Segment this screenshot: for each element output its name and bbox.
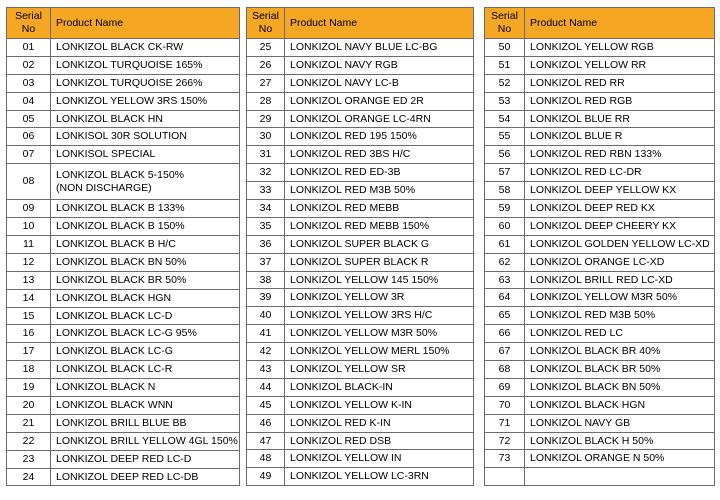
product-name-cell: LONKIZOL YELLOW 3R — [285, 289, 474, 307]
serial-number-cell: 07 — [7, 146, 51, 164]
product-name-cell: LONKIZOL YELLOW M3R 50% — [285, 325, 474, 343]
table-row — [247, 164, 474, 182]
serial-number-cell: 30 — [247, 128, 285, 146]
table-row — [485, 450, 715, 468]
table-row — [485, 361, 715, 379]
serial-number-cell: 59 — [485, 200, 525, 218]
product-name-header: Product Name — [525, 8, 715, 39]
table-row — [7, 414, 240, 432]
product-name-cell: LONKIZOL BLACK LC-D — [51, 307, 240, 325]
serial-number-cell: 19 — [7, 379, 51, 397]
product-name-cell: LONKIZOL NAVY RGB — [285, 56, 474, 74]
serial-number-cell: 56 — [485, 146, 525, 164]
serial-number-cell: 27 — [247, 74, 285, 92]
table-row — [247, 200, 474, 218]
product-name-cell: LONKIZOL ORANGE ED 2R — [285, 92, 474, 110]
serial-number-cell: 52 — [485, 74, 525, 92]
table-row — [485, 432, 715, 450]
table-row — [247, 468, 474, 486]
product-name-cell: LONKIZOL YELLOW K-IN — [285, 396, 474, 414]
serial-number-cell: 24 — [7, 468, 51, 486]
table-row — [7, 468, 240, 486]
serial-number-cell: 65 — [485, 307, 525, 325]
table-row — [7, 361, 240, 379]
product-name-cell: LONKIZOL BLACK BN 50% — [525, 378, 715, 396]
table-row — [485, 56, 715, 74]
serial-number-cell: 41 — [247, 325, 285, 343]
serial-number-cell: 69 — [485, 378, 525, 396]
table-row — [7, 432, 240, 450]
product-name-cell: LONKIZOL BLACK B 133% — [51, 200, 240, 218]
serial-number-cell: 53 — [485, 92, 525, 110]
product-name-cell: LONKIZOL BLACK BR 50% — [525, 361, 715, 379]
serial-number-cell: 28 — [247, 92, 285, 110]
serial-number-cell: 37 — [247, 253, 285, 271]
serial-number-cell: 42 — [247, 343, 285, 361]
serial-number-cell: 67 — [485, 343, 525, 361]
serial-number-cell: 63 — [485, 271, 525, 289]
table-row — [7, 289, 240, 307]
table-row — [7, 450, 240, 468]
table-row — [7, 128, 240, 146]
table-row — [247, 235, 474, 253]
product-name-cell: LONKIZOL RED MEBB — [285, 200, 474, 218]
table-row — [7, 253, 240, 271]
product-name-cell: LONKIZOL YELLOW IN — [285, 450, 474, 468]
serial-number-cell: 45 — [247, 396, 285, 414]
table-row — [247, 289, 474, 307]
serial-number-cell: 58 — [485, 182, 525, 200]
serial-number-cell: 39 — [247, 289, 285, 307]
product-name-cell: LONKIZOL TURQUOISE 266% — [51, 74, 240, 92]
product-name-cell: LONKIZOL BRILL RED LC-XD — [525, 271, 715, 289]
table-row — [247, 217, 474, 235]
table-row — [485, 146, 715, 164]
product-name-cell: LONKIZOL BLUE R — [525, 128, 715, 146]
serial-number-cell: 66 — [485, 325, 525, 343]
product-name-cell: LONKIZOL YELLOW 3RS H/C — [285, 307, 474, 325]
product-name-cell: LONKIZOL SUPER BLACK G — [285, 235, 474, 253]
table-row — [7, 56, 240, 74]
table-row — [7, 92, 240, 110]
table-row — [7, 397, 240, 415]
product-name-cell: LONKIZOL BLACK HGN — [51, 289, 240, 307]
product-name-cell: LONKIZOL DEEP CHEERY KX — [525, 217, 715, 235]
serial-number-cell: 22 — [7, 432, 51, 450]
serial-number-cell: 16 — [7, 325, 51, 343]
table-header-row — [247, 8, 474, 39]
product-name-cell: LONKIZOL SUPER BLACK R — [285, 253, 474, 271]
table-row — [247, 361, 474, 379]
table-row — [485, 217, 715, 235]
serial-number-cell: 48 — [247, 450, 285, 468]
table-header-row — [485, 8, 715, 39]
serial-number-cell: 40 — [247, 307, 285, 325]
serial-number-cell: 68 — [485, 361, 525, 379]
product-name-cell: LONKIZOL ORANGE N 50% — [525, 450, 715, 468]
product-name-cell: LONKIZOL BLACK CK-RW — [51, 39, 240, 57]
product-name-cell: LONKIZOL BLACK HN — [51, 110, 240, 128]
table-row — [485, 182, 715, 200]
product-name-cell: LONKIZOL YELLOW 145 150% — [285, 271, 474, 289]
product-name-cell: LONKIZOL BLACK LC-R — [51, 361, 240, 379]
table-row — [485, 468, 715, 486]
product-name-header: Product Name — [51, 8, 240, 39]
serial-number-cell: 10 — [7, 218, 51, 236]
serial-number-cell: 34 — [247, 200, 285, 218]
product-name-cell: LONKIZOL BRILL YELLOW 4GL 150% — [51, 432, 240, 450]
table-row — [247, 253, 474, 271]
serial-number-cell: 51 — [485, 56, 525, 74]
table-row — [247, 325, 474, 343]
table-row — [485, 253, 715, 271]
serial-number-cell: 12 — [7, 253, 51, 271]
table-row — [485, 39, 715, 57]
table-row — [485, 325, 715, 343]
table-row — [247, 146, 474, 164]
table-row — [247, 343, 474, 361]
serial-header: Serial No — [247, 8, 285, 39]
product-name-cell: LONKIZOL RED M3B 50% — [525, 307, 715, 325]
table-row — [485, 378, 715, 396]
serial-number-cell: 47 — [247, 432, 285, 450]
product-table-1 — [6, 7, 240, 486]
table-row — [485, 343, 715, 361]
product-name-cell: LONKIZOL DEEP YELLOW KX — [525, 182, 715, 200]
serial-number-cell: 32 — [247, 164, 285, 182]
table-row — [485, 128, 715, 146]
product-name-cell: LONKISOL 30R SOLUTION — [51, 128, 240, 146]
serial-number-cell: 31 — [247, 146, 285, 164]
serial-number-cell: 05 — [7, 110, 51, 128]
serial-number-cell: 29 — [247, 110, 285, 128]
product-name-cell: LONKIZOL BLACK 5-150% (NON DISCHARGE) — [51, 164, 240, 200]
serial-number-cell: 36 — [247, 235, 285, 253]
serial-number-cell: 50 — [485, 39, 525, 57]
serial-number-cell: 35 — [247, 217, 285, 235]
table-row — [7, 74, 240, 92]
table-row — [485, 164, 715, 182]
serial-number-cell: 23 — [7, 450, 51, 468]
serial-number-cell: 26 — [247, 56, 285, 74]
table-row — [247, 307, 474, 325]
table-row — [485, 110, 715, 128]
table-row — [7, 236, 240, 254]
serial-number-cell: 61 — [485, 235, 525, 253]
table-row — [7, 271, 240, 289]
table-row — [247, 378, 474, 396]
product-name-cell: LONKIZOL GOLDEN YELLOW LC-XD — [525, 235, 715, 253]
table-row — [247, 396, 474, 414]
serial-header: Serial No — [7, 8, 51, 39]
table-row — [7, 325, 240, 343]
table-row — [485, 235, 715, 253]
serial-number-cell: 17 — [7, 343, 51, 361]
product-name-cell: LONKIZOL RED K-IN — [285, 414, 474, 432]
serial-number-cell: 03 — [7, 74, 51, 92]
product-name-cell: LONKIZOL BRILL BLUE BB — [51, 414, 240, 432]
product-name-cell: LONKIZOL BLACK LC-G 95% — [51, 325, 240, 343]
serial-number-cell: 33 — [247, 182, 285, 200]
product-name-cell — [525, 468, 715, 486]
product-name-cell: LONKIZOL RED RGB — [525, 92, 715, 110]
serial-number-cell: 71 — [485, 414, 525, 432]
product-name-cell: LONKIZOL NAVY GB — [525, 414, 715, 432]
product-name-cell: LONKIZOL RED RR — [525, 74, 715, 92]
table-header-row — [7, 8, 240, 39]
table-row — [485, 307, 715, 325]
table-row — [7, 146, 240, 164]
serial-number-cell: 11 — [7, 236, 51, 254]
product-name-cell: LONKIZOL YELLOW M3R 50% — [525, 289, 715, 307]
table-row — [485, 414, 715, 432]
serial-number-cell: 13 — [7, 271, 51, 289]
serial-number-cell: 62 — [485, 253, 525, 271]
product-name-cell: LONKIZOL YELLOW MERL 150% — [285, 343, 474, 361]
product-name-cell: LONKIZOL RED LC-DR — [525, 164, 715, 182]
serial-number-cell: 18 — [7, 361, 51, 379]
table-row — [7, 39, 240, 57]
table-row — [485, 396, 715, 414]
table-row — [485, 200, 715, 218]
serial-number-cell: 38 — [247, 271, 285, 289]
table-row — [485, 289, 715, 307]
product-name-cell: LONKIZOL BLACK BR 40% — [525, 343, 715, 361]
table-row — [485, 92, 715, 110]
table-row — [7, 164, 240, 200]
serial-number-cell: 15 — [7, 307, 51, 325]
product-name-cell: LONKIZOL BLACK LC-G — [51, 343, 240, 361]
product-name-cell: LONKIZOL BLACK N — [51, 379, 240, 397]
product-name-cell: LONKIZOL DEEP RED KX — [525, 200, 715, 218]
table-row — [7, 200, 240, 218]
serial-number-cell: 70 — [485, 396, 525, 414]
serial-number-cell: 04 — [7, 92, 51, 110]
table-row — [7, 307, 240, 325]
table-row — [485, 74, 715, 92]
table-row — [485, 271, 715, 289]
serial-number-cell: 21 — [7, 414, 51, 432]
product-name-cell: LONKIZOL DEEP RED LC-DB — [51, 468, 240, 486]
serial-number-cell: 20 — [7, 397, 51, 415]
table-row — [247, 110, 474, 128]
product-name-cell: LONKIZOL NAVY LC-B — [285, 74, 474, 92]
product-table-2 — [246, 7, 474, 486]
table-row — [7, 218, 240, 236]
product-name-cell: LONKIZOL RED MEBB 150% — [285, 217, 474, 235]
table-row — [247, 92, 474, 110]
table-row — [247, 414, 474, 432]
product-name-cell: LONKISOL SPECIAL — [51, 146, 240, 164]
serial-number-cell — [485, 468, 525, 486]
product-table-3 — [484, 7, 715, 486]
serial-number-cell: 44 — [247, 378, 285, 396]
serial-header: Serial No — [485, 8, 525, 39]
table-row — [7, 343, 240, 361]
serial-number-cell: 49 — [247, 468, 285, 486]
serial-number-cell: 01 — [7, 39, 51, 57]
serial-number-cell: 55 — [485, 128, 525, 146]
product-name-cell: LONKIZOL YELLOW RGB — [525, 39, 715, 57]
serial-number-cell: 46 — [247, 414, 285, 432]
product-name-header: Product Name — [285, 8, 474, 39]
product-name-cell: LONKIZOL BLACK B H/C — [51, 236, 240, 254]
product-name-cell: LONKIZOL RED DSB — [285, 432, 474, 450]
serial-number-cell: 73 — [485, 450, 525, 468]
product-name-cell: LONKIZOL YELLOW 3RS 150% — [51, 92, 240, 110]
product-name-cell: LONKIZOL YELLOW LC-3RN — [285, 468, 474, 486]
serial-number-cell: 60 — [485, 217, 525, 235]
table-row — [247, 450, 474, 468]
product-name-cell: LONKIZOL ORANGE LC-4RN — [285, 110, 474, 128]
serial-number-cell: 08 — [7, 164, 51, 200]
table-row — [247, 39, 474, 57]
product-name-cell: LONKIZOL BLACK WNN — [51, 397, 240, 415]
product-name-cell: LONKIZOL YELLOW SR — [285, 361, 474, 379]
product-name-cell: LONKIZOL RED M3B 50% — [285, 182, 474, 200]
product-name-cell: LONKIZOL BLACK B 150% — [51, 218, 240, 236]
product-name-cell: LONKIZOL BLACK HGN — [525, 396, 715, 414]
serial-number-cell: 09 — [7, 200, 51, 218]
serial-number-cell: 57 — [485, 164, 525, 182]
table-row — [247, 432, 474, 450]
serial-number-cell: 54 — [485, 110, 525, 128]
serial-number-cell: 43 — [247, 361, 285, 379]
product-name-cell: LONKIZOL BLACK BN 50% — [51, 253, 240, 271]
product-name-cell: LONKIZOL DEEP RED LC-D — [51, 450, 240, 468]
product-name-cell: LONKIZOL NAVY BLUE LC-BG — [285, 39, 474, 57]
product-name-cell: LONKIZOL BLACK-IN — [285, 378, 474, 396]
table-row — [7, 110, 240, 128]
serial-number-cell: 06 — [7, 128, 51, 146]
table-row — [247, 271, 474, 289]
product-name-cell: LONKIZOL ORANGE LC-XD — [525, 253, 715, 271]
serial-number-cell: 14 — [7, 289, 51, 307]
product-name-cell: LONKIZOL BLUE RR — [525, 110, 715, 128]
table-row — [7, 379, 240, 397]
product-name-cell: LONKIZOL RED 195 150% — [285, 128, 474, 146]
serial-number-cell: 72 — [485, 432, 525, 450]
product-name-cell: LONKIZOL RED ED-3B — [285, 164, 474, 182]
table-row — [247, 56, 474, 74]
serial-number-cell: 02 — [7, 56, 51, 74]
product-name-cell: LONKIZOL YELLOW RR — [525, 56, 715, 74]
product-name-cell: LONKIZOL BLACK H 50% — [525, 432, 715, 450]
product-name-cell: LONKIZOL TURQUOISE 165% — [51, 56, 240, 74]
product-name-cell: LONKIZOL RED RBN 133% — [525, 146, 715, 164]
product-name-cell: LONKIZOL RED 3BS H/C — [285, 146, 474, 164]
table-row — [247, 128, 474, 146]
serial-number-cell: 25 — [247, 39, 285, 57]
table-row — [247, 182, 474, 200]
product-name-cell: LONKIZOL BLACK BR 50% — [51, 271, 240, 289]
product-name-cell: LONKIZOL RED LC — [525, 325, 715, 343]
serial-number-cell: 64 — [485, 289, 525, 307]
table-row — [247, 74, 474, 92]
